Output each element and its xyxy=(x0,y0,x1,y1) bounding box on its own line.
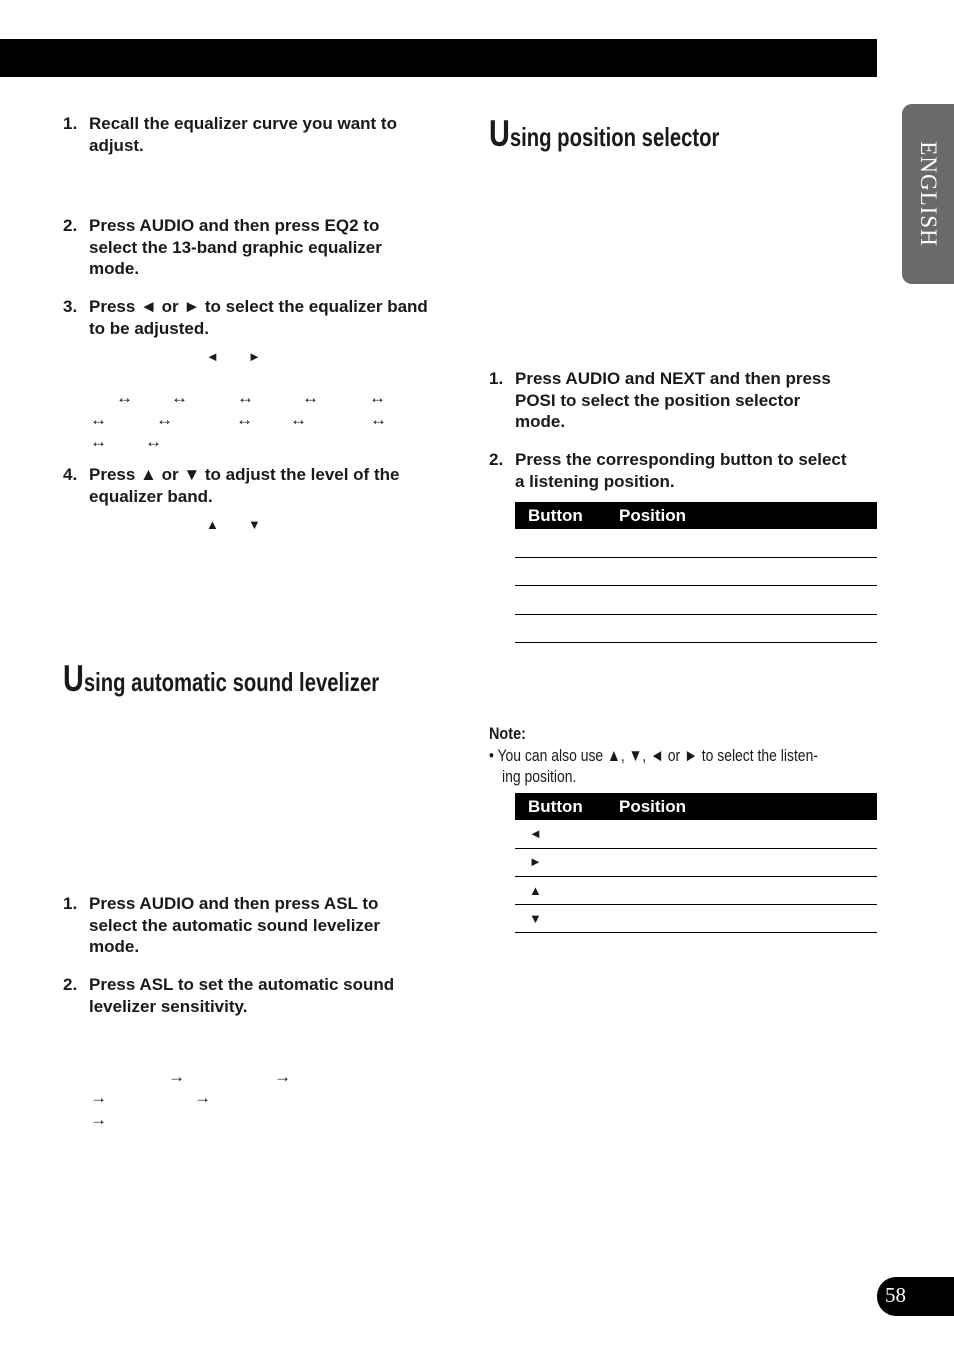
eq-step-4 xyxy=(63,464,463,508)
down-triangle-icon: ▼ xyxy=(529,911,542,926)
note-text-line: ing position. xyxy=(502,767,577,786)
step-text-line: Press AUDIO and NEXT and then press xyxy=(515,369,831,388)
up-triangle-icon: ▲ xyxy=(529,883,542,898)
step-text-line: equalizer band. xyxy=(89,486,213,506)
double-arrow-icon: ↔ xyxy=(237,388,254,407)
column-header-button: Button xyxy=(528,506,583,525)
step-text-line: mode. xyxy=(89,937,140,956)
up-triangle-icon: ▲ xyxy=(206,517,219,532)
step-number: 2. xyxy=(63,216,78,235)
table-row-divider xyxy=(515,876,877,877)
note-label: Note: xyxy=(489,724,526,743)
table-row-divider xyxy=(515,557,877,558)
step-number: 1. xyxy=(63,114,78,133)
note-text-line: • You can also use ▲, ▼, ◄ or ► to select the listen- xyxy=(489,746,818,765)
double-arrow-icon: ↔ xyxy=(290,410,307,429)
heading-text: sing position selector xyxy=(509,122,720,152)
double-arrow-icon: ↔ xyxy=(370,410,387,429)
right-arrow-icon: → xyxy=(274,1067,291,1086)
right-triangle-icon: ► xyxy=(529,854,542,869)
right-arrow-icon: → xyxy=(90,1110,107,1129)
column-header-position: Position xyxy=(619,797,687,816)
table-row-divider xyxy=(515,642,877,643)
right-arrow-icon: → xyxy=(168,1067,185,1086)
step-text-line: levelizer sensitivity. xyxy=(89,996,248,1016)
right-triangle-icon: ► xyxy=(248,349,261,364)
right-arrow-icon: → xyxy=(90,1088,107,1107)
step-text-line: Recall the equalizer curve you want to xyxy=(89,114,397,133)
step-number: 4. xyxy=(63,465,78,484)
eq-step-3 xyxy=(63,296,463,340)
step-number: 1. xyxy=(63,894,78,913)
double-arrow-icon: ↔ xyxy=(171,388,188,407)
double-arrow-icon: ↔ xyxy=(302,388,319,407)
page-number: 58 xyxy=(885,1283,906,1307)
table-header xyxy=(515,502,877,529)
step-text-line: select the automatic sound levelizer xyxy=(89,915,380,935)
step-text-line: to be adjusted. xyxy=(89,318,209,338)
heading-initial: U xyxy=(489,113,510,154)
step-text-line: Press ◄ or ► to select the equalizer band xyxy=(89,297,428,316)
table-row-divider xyxy=(515,932,877,933)
left-triangle-icon: ◄ xyxy=(529,826,542,841)
double-arrow-icon: ↔ xyxy=(90,410,107,429)
right-arrow-icon: → xyxy=(194,1088,211,1107)
asl-step-2 xyxy=(63,974,463,1018)
step-text-line: a listening position. xyxy=(515,471,675,491)
left-triangle-icon: ◄ xyxy=(206,349,219,364)
double-arrow-icon: ↔ xyxy=(369,388,386,407)
step-text-line: POSI to select the position selector xyxy=(515,390,801,410)
step-number: 2. xyxy=(63,975,78,994)
pos-step-1 xyxy=(489,368,877,434)
column-header-button: Button xyxy=(528,797,583,816)
step-text-line: Press AUDIO and then press EQ2 to xyxy=(89,216,380,235)
double-arrow-icon: ↔ xyxy=(90,432,107,451)
asl-section-heading xyxy=(63,658,379,700)
heading-initial: U xyxy=(63,658,84,699)
step-number: 1. xyxy=(489,369,504,388)
table-row-divider xyxy=(515,848,877,849)
language-tab xyxy=(902,104,954,284)
step-text-line: adjust. xyxy=(89,135,144,155)
table-header xyxy=(515,793,877,820)
double-arrow-icon: ↔ xyxy=(116,388,133,407)
eq-step-1 xyxy=(63,113,463,157)
header-bar xyxy=(0,39,877,77)
double-arrow-icon: ↔ xyxy=(156,410,173,429)
step-text-line: Press ▲ or ▼ to adjust the level of the xyxy=(89,465,400,484)
position-section-heading xyxy=(489,113,719,155)
table-row-divider xyxy=(515,904,877,905)
eq-step-2 xyxy=(63,215,463,281)
pos-step-2 xyxy=(489,449,877,493)
down-triangle-icon: ▼ xyxy=(248,517,261,532)
step-text-line: Press the corresponding button to select xyxy=(515,450,847,469)
table-row-divider xyxy=(515,585,877,586)
double-arrow-icon: ↔ xyxy=(145,432,162,451)
asl-step-1 xyxy=(63,893,463,959)
step-text-line: select the 13-band graphic equalizer xyxy=(89,237,382,257)
double-arrow-icon: ↔ xyxy=(236,410,253,429)
step-number: 2. xyxy=(489,450,504,469)
step-text-line: mode. xyxy=(515,412,566,431)
step-number: 3. xyxy=(63,297,78,316)
table-row-divider xyxy=(515,614,877,615)
column-header-position: Position xyxy=(619,506,687,525)
step-text-line: Press AUDIO and then press ASL to xyxy=(89,894,379,913)
language-tab-label: ENGLISH xyxy=(916,141,941,247)
heading-text: sing automatic sound levelizer xyxy=(83,667,380,697)
step-text-line: mode. xyxy=(89,259,140,278)
page-number-badge xyxy=(877,1277,954,1316)
step-text-line: Press ASL to set the automatic sound xyxy=(89,975,395,994)
